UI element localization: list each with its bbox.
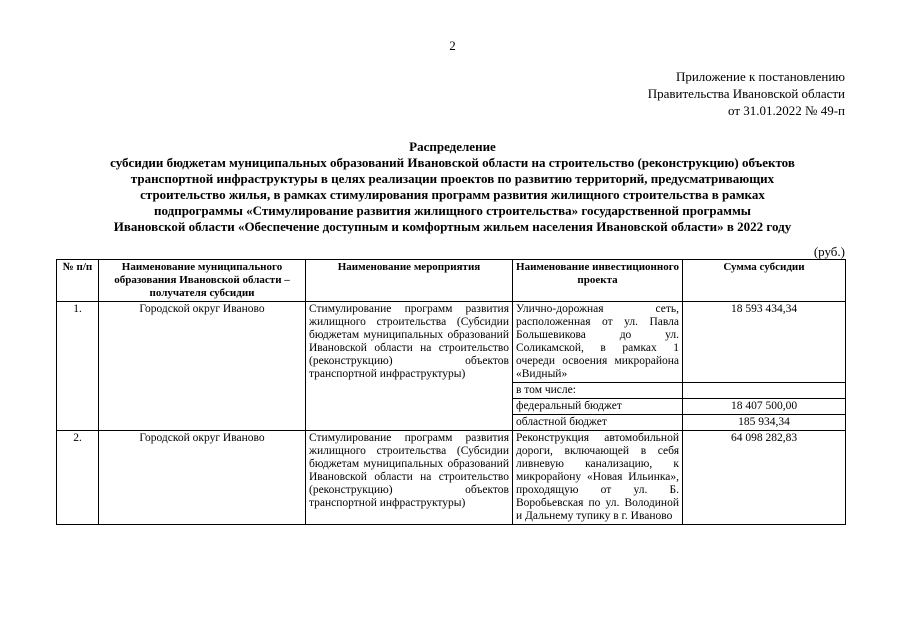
subsidy-table [56,259,846,525]
row-project: Реконструкция автомобильной дороги, включающей в себя ливневую канализацию, к микрорайону «Новая Ильинка», проходящую от ул. Б. Воробьевская по ул. Володиной и Дальнему тупику в г. Иваново [513,431,683,525]
row-event: Стимулирование программ развития жилищного строительства (Субсидии бюджетам муниципальных образований Ивановской области на строительство (реконструкцию) объектов транспортной инфраструктуры) [306,302,513,431]
approval-block [648,68,845,119]
row-amount: 64 098 282,83 [683,431,846,525]
row-municipality: Городской округ Иваново [99,302,306,431]
title-heading: Распределение [409,139,496,154]
title-line: транспортной инфраструктуры в целях реализации проектов по развитию территорий, предусматривающих [130,171,775,186]
header-amount: Сумма субсидии [683,260,846,302]
breakdown-amount: 18 407 500,00 [683,399,846,415]
row-project: Улично-дорожная сеть, расположенная от ул. Павла Большевикова до ул. Соликамской, в рамках 1 очереди освоения микрорайона «Видный» [513,302,683,383]
title-line: подпрограммы «Стимулирование развития жилищного строительства» государственной программы [154,203,751,218]
title-line: строительство жилья, в рамках стимулирования программ развития жилищного строительства в рамках [140,187,765,202]
approval-line-2: Правительства Ивановской области [647,86,845,101]
document-title [40,139,865,235]
approval-line-1: Приложение к постановлению [675,69,845,84]
breakdown-label: областной бюджет [513,415,683,431]
breakdown-amount: 185 934,34 [683,415,846,431]
row-num: 2. [57,431,99,525]
table-row [57,431,846,525]
including-label: в том числе: [513,383,683,399]
including-amount-empty [683,383,846,399]
header-municipality: Наименование муниципального образования Ивановской области – получателя субсидии [99,260,306,302]
table-row [57,302,846,383]
title-line: субсидии бюджетам муниципальных образований Ивановской области на строительство (реконструкцию) объектов [110,155,795,170]
header-project: Наименование инвестиционного проекта [513,260,683,302]
row-amount: 18 593 434,34 [683,302,846,383]
header-num: № п/п [57,260,99,302]
breakdown-label: федеральный бюджет [513,399,683,415]
row-municipality: Городской округ Иваново [99,431,306,525]
currency-unit: (руб.) [813,244,845,259]
row-num: 1. [57,302,99,431]
row-event: Стимулирование программ развития жилищного строительства (Субсидии бюджетам муниципальных образований Ивановской области на строительство (реконструкцию) объектов транспортной инфраструктуры) [306,431,513,525]
title-line: Ивановской области «Обеспечение доступным и комфортным жильем населения Ивановской области» в 2022 году [113,219,792,234]
header-event: Наименование мероприятия [306,260,513,302]
approval-line-3: от 31.01.2022 № 49-п [728,103,845,118]
page-number: 2 [449,38,456,53]
table-header-row [57,260,846,302]
